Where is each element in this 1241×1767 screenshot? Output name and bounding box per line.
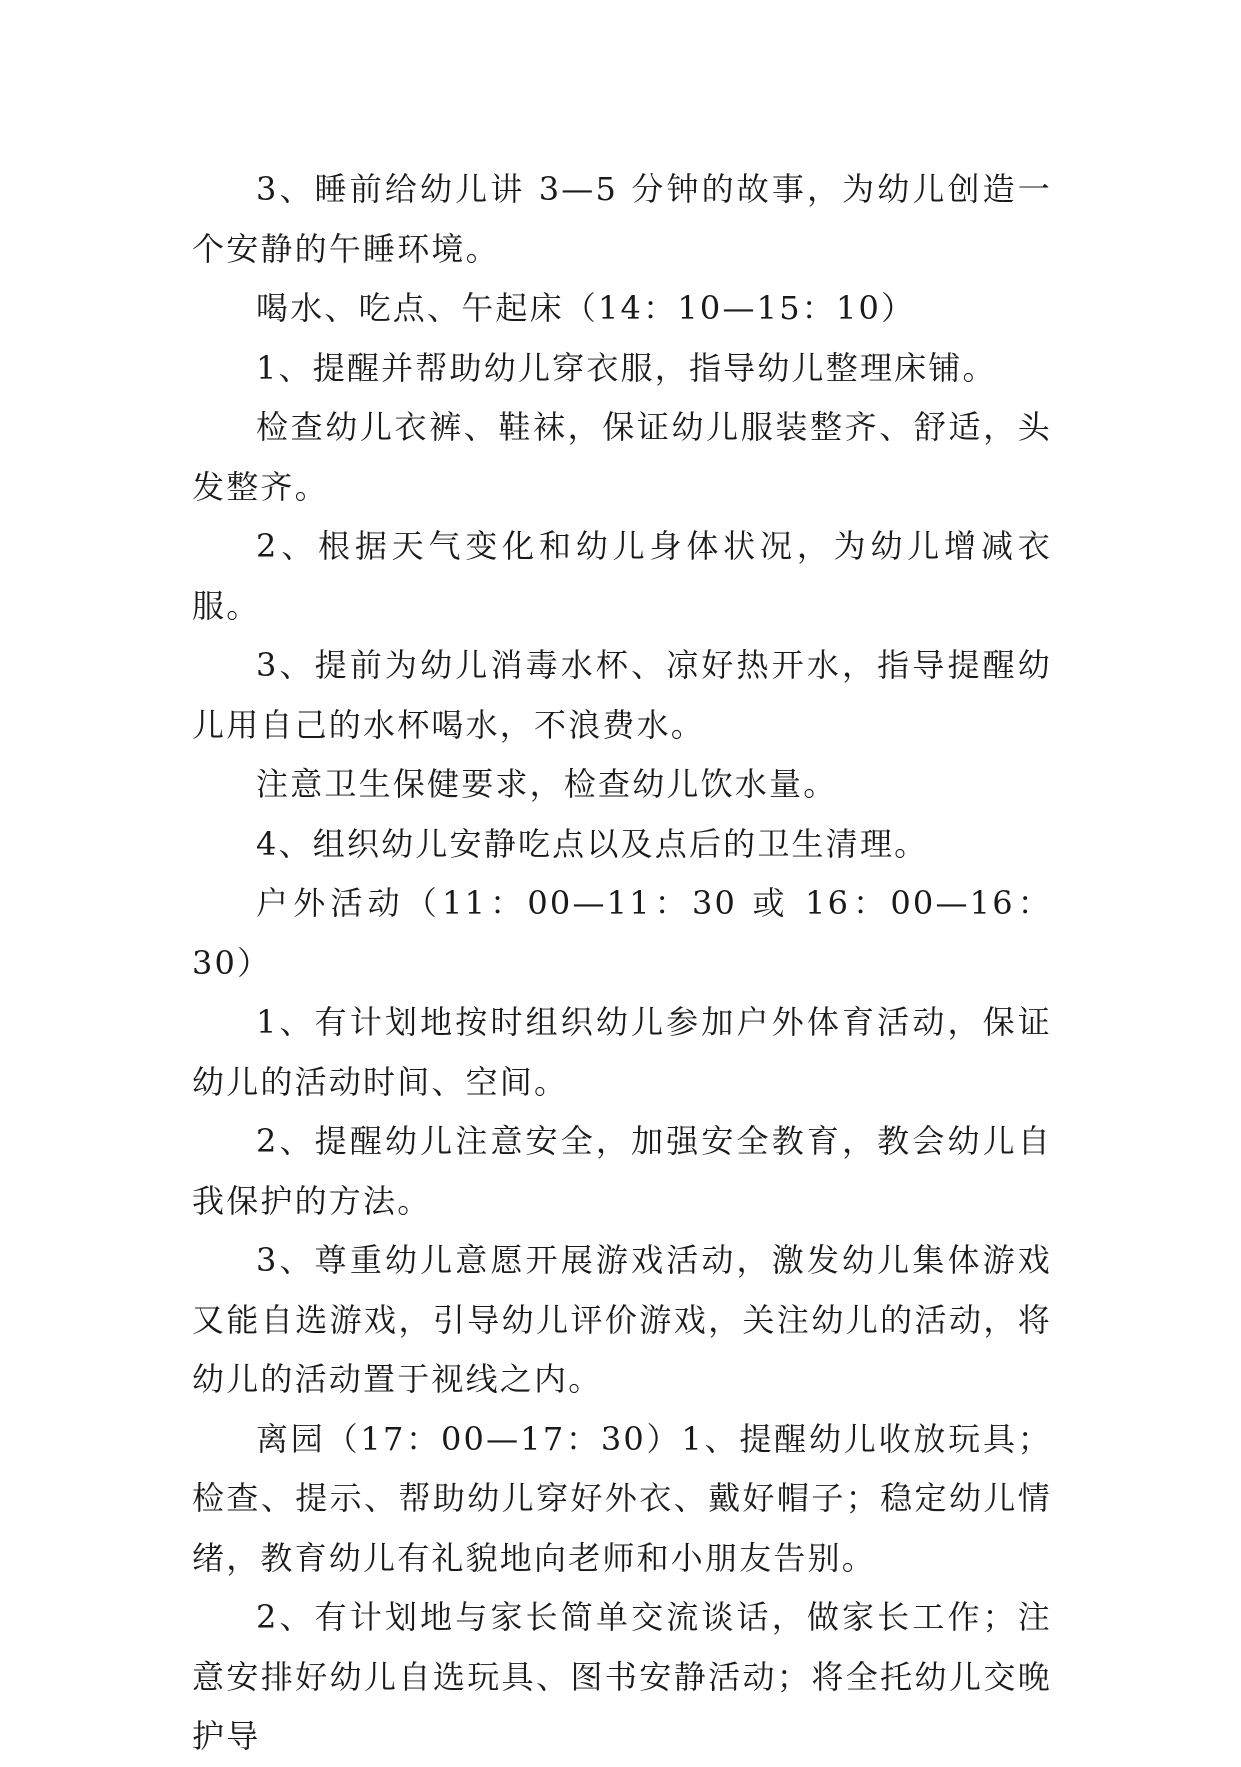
paragraph: 注意卫生保健要求，检查幼儿饮水量。	[256, 765, 838, 803]
section-heading: 户外活动（11：00—11：30 或 16：00—16：30）	[192, 884, 1052, 982]
paragraph: 检查幼儿衣裤、鞋袜，保证幼儿服装整齐、舒适，头发整齐。	[192, 408, 1052, 506]
paragraph: 2、有计划地与家长简单交流谈话，做家长工作；注意安排好幼儿自选玩具、图书安静活动；将全托幼儿交晚护导	[192, 1598, 1052, 1755]
paragraph: 4、组织幼儿安静吃点以及点后的卫生清理。	[256, 824, 929, 863]
paragraph: 1、有计划地按时组织幼儿参加户外体育活动，保证幼儿的活动时间、空间。	[192, 1003, 1052, 1101]
document-page	[192, 160, 1052, 1767]
paragraph: 3、提前为幼儿消毒水杯、凉好热开水，指导提醒幼儿用自己的水杯喝水，不浪费水。	[192, 646, 1052, 744]
paragraph: 3、尊重幼儿意愿开展游戏活动，激发幼儿集体游戏又能自选游戏，引导幼儿评价游戏，关注幼儿的活动，将幼儿的活动置于视线之内。	[192, 1241, 1052, 1398]
paragraph: 2、提醒幼儿注意安全，加强安全教育，教会幼儿自我保护的方法。	[192, 1122, 1052, 1220]
paragraph: 1、提醒并帮助幼儿穿衣服，指导幼儿整理床铺。	[256, 348, 997, 387]
section-heading: 离园（17：00—17：30）1、提醒幼儿收放玩具；检查、提示、帮助幼儿穿好外衣、戴好帽子；稳定幼儿情绪，教育幼儿有礼貌地向老师和小朋友告别。	[192, 1419, 1052, 1577]
paragraph: 3、睡前给幼儿讲 3—5 分钟的故事，为幼儿创造一个安静的午睡环境。	[192, 170, 1052, 268]
paragraph: 2、根据天气变化和幼儿身体状况，为幼儿增减衣服。	[192, 527, 1052, 625]
section-heading: 喝水、吃点、午起床（14：10—15：10）	[256, 289, 916, 327]
